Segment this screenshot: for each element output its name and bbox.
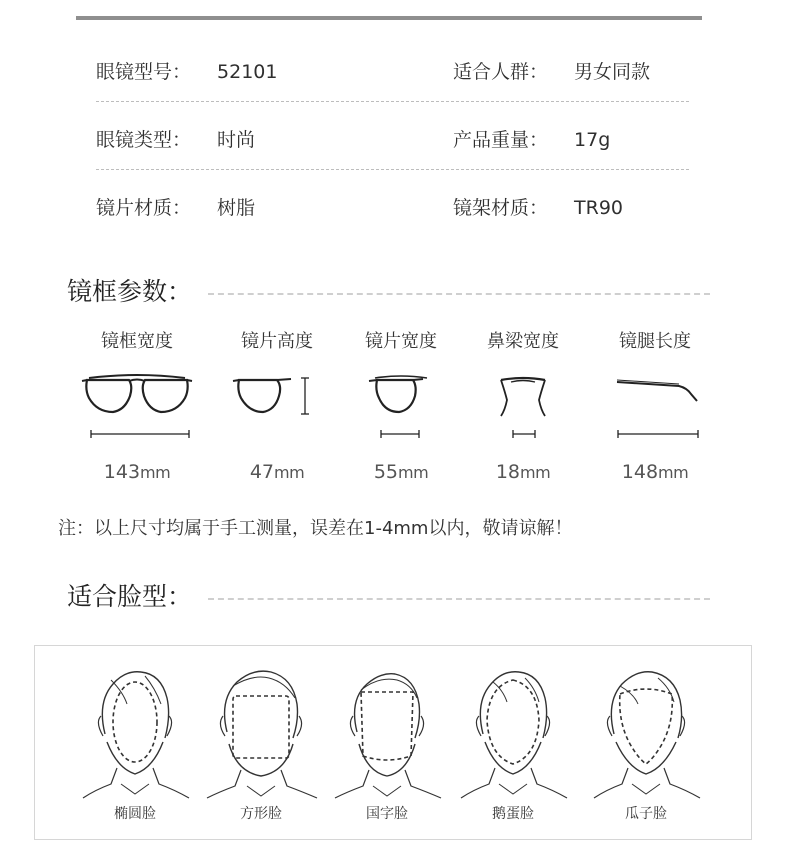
spec-model xyxy=(96,60,277,84)
spec-value: 时尚 xyxy=(217,129,256,151)
spec-value: 男女同款 xyxy=(574,61,651,83)
face-label: 瓜子脸 xyxy=(625,806,667,822)
measurement-frame-width xyxy=(67,330,207,490)
measurement-lens-height xyxy=(207,330,347,490)
spec-value: 52101 xyxy=(217,61,278,83)
face-label: 国字脸 xyxy=(366,806,408,822)
section-divider xyxy=(208,598,710,600)
face-section-title: 适合脸型： xyxy=(67,582,193,611)
face-label: 鹅蛋脸 xyxy=(492,806,534,822)
measurement-label: 镜框宽度 xyxy=(101,331,173,352)
measurement-value xyxy=(67,460,207,485)
spec-frame-material xyxy=(453,196,623,220)
temple-length-icon xyxy=(585,368,725,443)
heart-face-icon xyxy=(586,664,706,799)
measurement-unit: mm xyxy=(658,463,689,482)
measurement-unit: mm xyxy=(520,463,551,482)
spec-audience xyxy=(453,60,650,84)
face-oval xyxy=(75,646,195,841)
face-label: 椭圆脸 xyxy=(114,806,156,822)
top-divider xyxy=(76,16,702,20)
frame-section-title: 镜框参数： xyxy=(67,277,193,306)
face-rectangular xyxy=(327,646,447,841)
measurement-value xyxy=(331,460,471,485)
measurement-number: 143 xyxy=(103,461,141,483)
face-shapes-panel xyxy=(34,645,752,840)
measurement-number: 55 xyxy=(373,461,398,483)
measurement-number: 148 xyxy=(621,461,659,483)
square-face-icon xyxy=(201,664,321,799)
measurement-bridge-width xyxy=(453,330,593,490)
measurement-unit: mm xyxy=(140,463,171,482)
face-square xyxy=(201,646,321,841)
measurement-label: 镜片宽度 xyxy=(365,331,437,352)
face-label: 方形脸 xyxy=(240,806,282,822)
measurement-unit: mm xyxy=(398,463,429,482)
egg-face-icon xyxy=(453,664,573,799)
spec-key: 眼镜型号： xyxy=(96,61,192,83)
spec-row xyxy=(96,50,689,102)
spec-weight xyxy=(453,128,610,152)
measurement-label: 镜片高度 xyxy=(241,331,313,352)
measurement-note: 注：以上尺寸均属于手工测量，误差在1-4mm以内，敬请谅解！ xyxy=(58,518,573,539)
section-divider xyxy=(208,293,710,295)
oval-face-icon xyxy=(75,664,195,799)
measurement-label: 镜腿长度 xyxy=(619,331,691,352)
lens-height-icon xyxy=(207,368,347,443)
spec-key: 镜架材质： xyxy=(453,197,549,219)
spec-value: 树脂 xyxy=(217,197,256,219)
measurement-temple-length xyxy=(585,330,725,490)
measurement-value xyxy=(585,460,725,485)
measurement-lens-width xyxy=(331,330,471,490)
measurement-label: 鼻梁宽度 xyxy=(487,331,559,352)
measurement-number: 47 xyxy=(249,461,274,483)
measurement-number: 18 xyxy=(495,461,520,483)
spec-value: TR90 xyxy=(574,197,623,219)
spec-type xyxy=(96,128,255,152)
spec-key: 镜片材质： xyxy=(96,197,192,219)
spec-row xyxy=(96,118,689,170)
spec-row xyxy=(96,186,689,238)
face-heart xyxy=(586,646,706,841)
face-egg xyxy=(453,646,573,841)
spec-key: 适合人群： xyxy=(453,61,549,83)
measurement-value xyxy=(453,460,593,485)
frame-width-icon xyxy=(67,368,207,443)
measurement-unit: mm xyxy=(274,463,305,482)
rectangular-face-icon xyxy=(327,664,447,799)
lens-width-icon xyxy=(331,368,471,443)
spec-value: 17g xyxy=(574,129,611,151)
spec-key: 产品重量： xyxy=(453,129,549,151)
bridge-width-icon xyxy=(453,368,593,443)
spec-key: 眼镜类型： xyxy=(96,129,192,151)
measurement-value xyxy=(207,460,347,485)
spec-lens-material xyxy=(96,196,255,220)
